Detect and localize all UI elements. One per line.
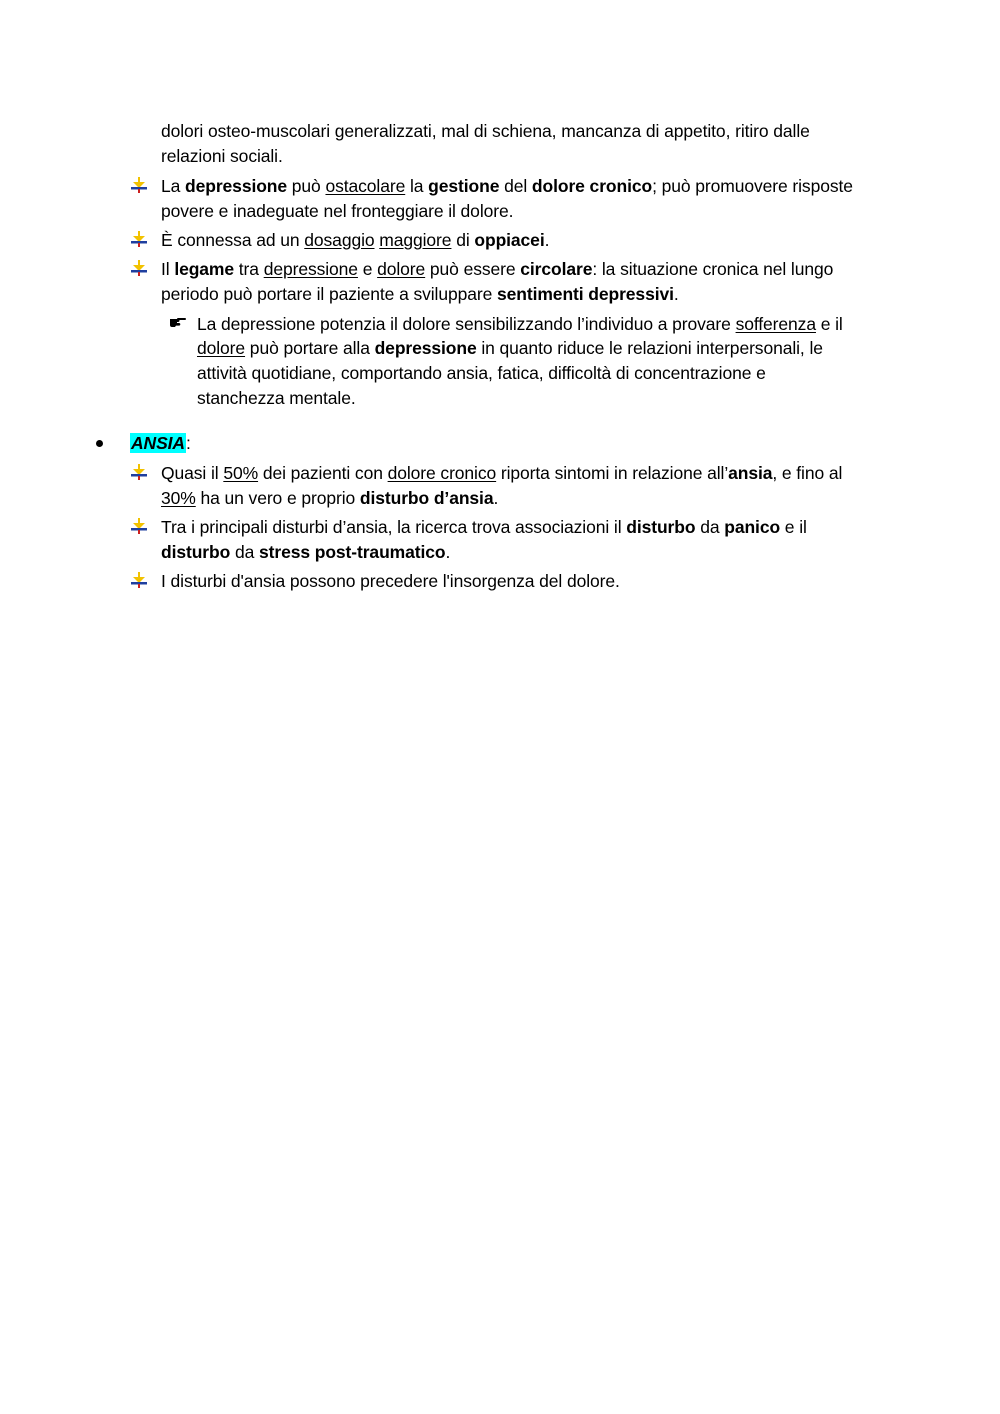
arrow-bullet-icon — [130, 571, 148, 589]
subitem-line-2: dolore può portare alla depressione in quanto riduce le relazioni interpersonali, le — [197, 338, 823, 358]
subitem-line-4: stanchezza mentale. — [197, 388, 356, 408]
item-disturbi-line-2: disturbo da stress post-traumatico. — [161, 542, 451, 562]
item-percent-line-2: 30% ha un vero e proprio disturbo d’ansia. — [161, 488, 499, 508]
pointing-hand-icon — [169, 314, 187, 333]
continuation-line-2 — [161, 144, 283, 169]
text: relazioni sociali. — [161, 146, 283, 166]
subitem-line-1: La depressione potenzia il dolore sensibilizzando l’individuo a provare sofferenza e il — [197, 314, 843, 334]
arrow-bullet-icon — [130, 517, 148, 535]
text: dolori osteo-muscolari generalizzati, mal di schiena, mancanza di appetito, ritiro dalle — [161, 121, 810, 141]
item-oppiacei-line: È connessa ad un dosaggio maggiore di oppiacei. — [161, 230, 550, 250]
continuation-line-1 — [161, 119, 810, 144]
round-bullet-icon — [96, 440, 103, 447]
arrow-bullet-icon — [130, 176, 148, 194]
item-legame-line-2: periodo può portare il paziente a sviluppare sentimenti depressivi. — [161, 284, 679, 304]
arrow-bullet-icon — [130, 259, 148, 277]
item-depressione-line-1: La depressione può ostacolare la gestione del dolore cronico; può promuovere risposte — [161, 176, 853, 196]
item-legame-line-1: Il legame tra depressione e dolore può essere circolare: la situazione cronica nel lungo — [161, 259, 834, 279]
ansia-title: ANSIA — [131, 433, 185, 453]
arrow-bullet-icon — [130, 463, 148, 481]
item-depressione-line-2: povere e inadeguate nel fronteggiare il dolore. — [161, 201, 514, 221]
subitem-line-3: attività quotidiane, comportando ansia, fatica, difficoltà di concentrazione e — [197, 363, 766, 383]
arrow-bullet-icon — [130, 230, 148, 248]
item-precedere-line: I disturbi d'ansia possono precedere l'insorgenza del dolore. — [161, 571, 620, 591]
item-percent-line-1: Quasi il 50% dei pazienti con dolore cronico riporta sintomi in relazione all’ansia, e fino al — [161, 463, 843, 483]
item-disturbi-line-1: Tra i principali disturbi d’ansia, la ricerca trova associazioni il disturbo da panico e il — [161, 517, 807, 537]
ansia-heading: ANSIA: — [131, 433, 191, 453]
